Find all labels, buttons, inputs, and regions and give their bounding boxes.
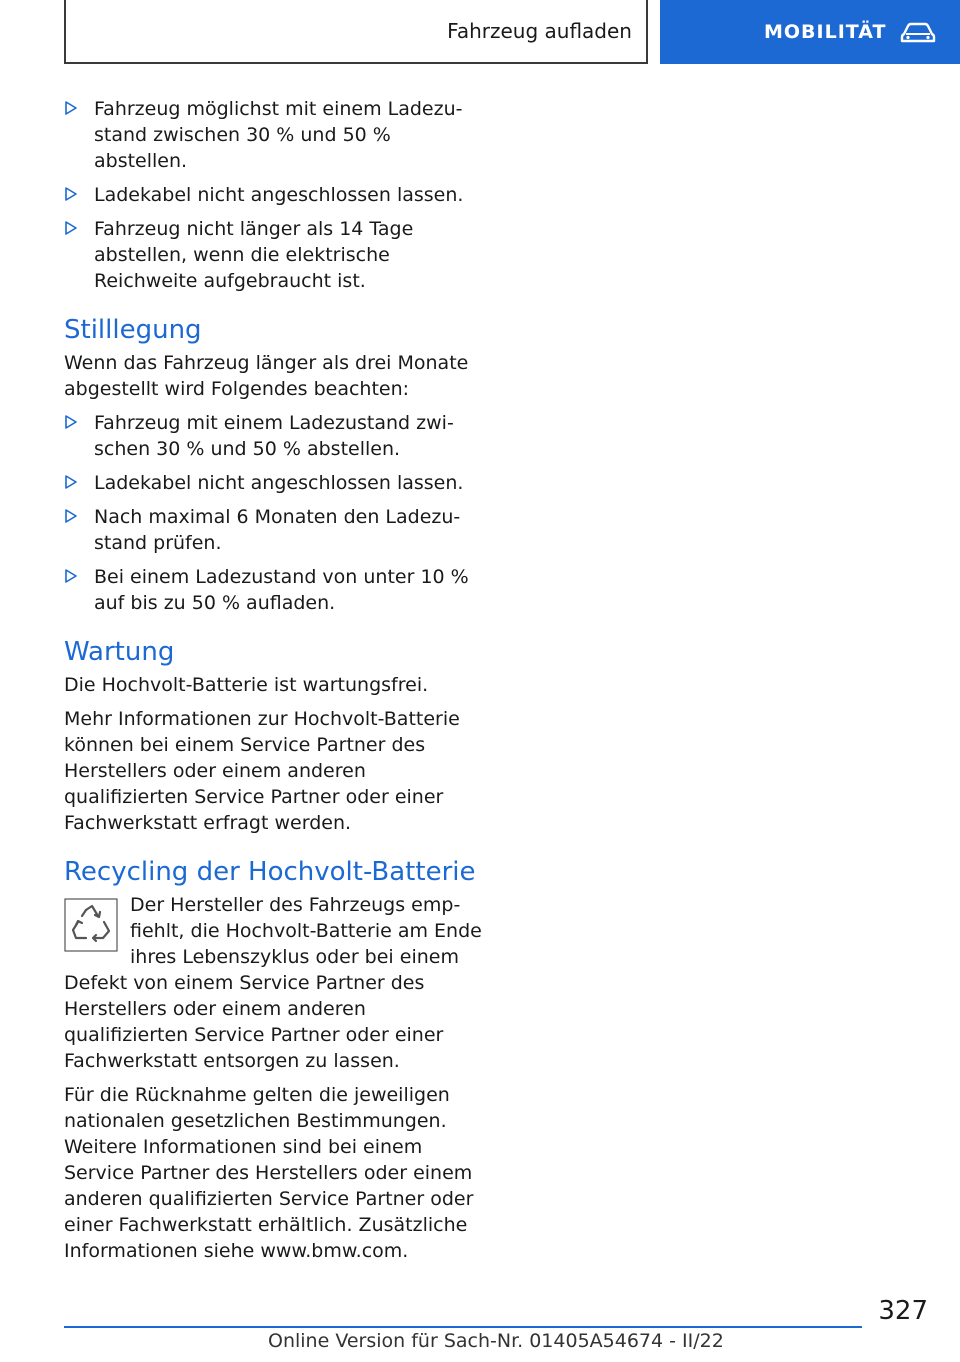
- list-item: [64, 564, 484, 616]
- wartung-paragraph-2: Mehr Informationen zur Hochvolt-Batterie können bei einem Service Partner des Herstellers oder einem anderen qualifizierten Service Partner oder einer Fachwerkstatt erfragt werden.: [64, 708, 460, 834]
- list-item: [64, 410, 484, 462]
- recycling-block: [64, 892, 484, 1074]
- stilllegung-intro: Wenn das Fahrzeug länger als drei Monate abgestellt wird Folgendes beachten:: [64, 352, 469, 400]
- section-title: MOBILITÄT: [764, 21, 887, 43]
- car-icon: [900, 20, 936, 44]
- list-item-text: Fahrzeug nicht länger als 14 Tage abstellen, wenn die elektrische Reichweite aufgebraucht ist.: [94, 218, 414, 292]
- stilllegung-list: [64, 410, 484, 616]
- section-tab: [660, 0, 960, 64]
- storage-list: [64, 96, 484, 294]
- heading-wartung: Wartung: [64, 637, 175, 667]
- footer-divider: [64, 1326, 862, 1328]
- list-item-text: Fahrzeug möglichst mit einem Ladezustand zwischen 30 % und 50 % abstellen.: [94, 98, 463, 172]
- triangle-right-icon: [64, 508, 78, 524]
- heading-stilllegung: Stilllegung: [64, 315, 202, 345]
- triangle-right-icon: [64, 414, 78, 430]
- triangle-right-icon: [64, 474, 78, 490]
- list-item-text: Ladekabel nicht angeschlossen lassen.: [94, 184, 464, 206]
- triangle-right-icon: [64, 100, 78, 116]
- list-item-text: Nach maximal 6 Monaten den Ladezustand prüfen.: [94, 506, 461, 554]
- recycle-icon: [64, 898, 118, 952]
- list-item: [64, 216, 484, 294]
- list-item: [64, 96, 484, 174]
- main-content: [64, 96, 484, 1272]
- recycling-paragraph-2: Für die Rücknahme gelten die jeweiligen nationalen gesetzlichen Bestimmungen. Weitere Informationen sind bei einem Service Partner des Herstellers oder einem anderen qualifizierten Service Partner oder einer Fachwerkstatt erhältlich. Zusätzliche Informationen siehe www.bmw.com.: [64, 1084, 474, 1262]
- page-number: 327: [878, 1296, 928, 1326]
- list-item-text: Bei einem Ladezustand von unter 10 % auf bis zu 50 % aufladen.: [94, 566, 469, 614]
- triangle-right-icon: [64, 568, 78, 584]
- triangle-right-icon: [64, 220, 78, 236]
- recycling-paragraph-1: Der Hersteller des Fahrzeugs empfiehlt, die Hochvolt-Batterie am Ende ihres Lebenszyklus oder bei einem Defekt von einem Service Partner des Herstellers oder einem anderen qualifizierten Service Partner oder einer Fachwerkstatt entsorgen zu lassen.: [64, 894, 482, 1072]
- wartung-paragraph-1: Die Hochvolt-Batterie ist wartungsfrei.: [64, 674, 429, 696]
- list-item: [64, 470, 484, 496]
- footer-version: Online Version für Sach-Nr. 01405A54674 - II/22: [268, 1330, 724, 1352]
- heading-recycling: Recycling der Hochvolt-Batterie: [64, 857, 476, 887]
- list-item-text: Fahrzeug mit einem Ladezustand zwischen 30 % und 50 % abstellen.: [94, 412, 454, 460]
- chapter-header: [64, 0, 648, 64]
- list-item: [64, 182, 484, 208]
- list-item-text: Ladekabel nicht angeschlossen lassen.: [94, 472, 464, 494]
- chapter-title: Fahrzeug aufladen: [447, 19, 632, 43]
- list-item: [64, 504, 484, 556]
- triangle-right-icon: [64, 186, 78, 202]
